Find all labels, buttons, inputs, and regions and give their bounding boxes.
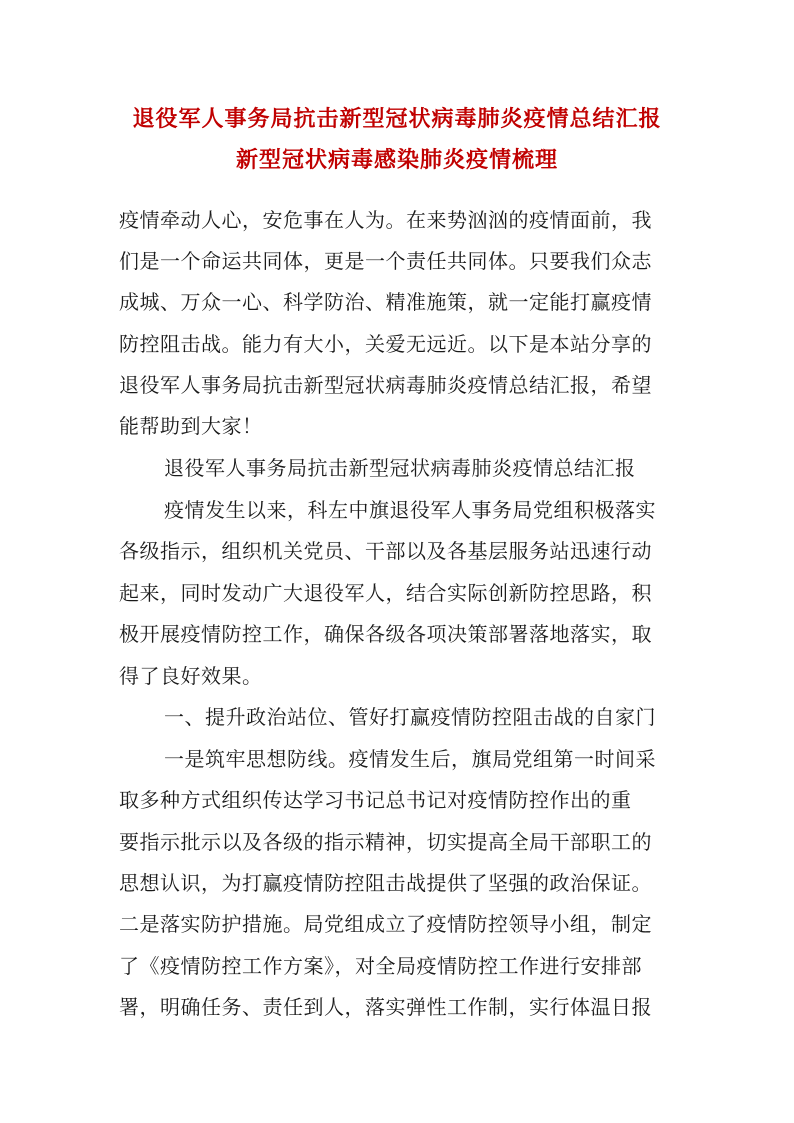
- body-line: 疫情发生以来，科左中旗退役军人事务局党组积极落实: [164, 498, 656, 522]
- body-line: 思想认识，为打赢疫情防控阻击战提供了坚强的政治保证。: [119, 871, 652, 895]
- document-subtitle: 新型冠状病毒感染肺炎疫情梳理: [235, 148, 558, 173]
- document-title: 退役军人事务局抗击新型冠状病毒肺炎疫情总结汇报: [132, 107, 662, 132]
- body-line: 取多种方式组织传达学习书记总书记对疫情防控作出的重: [119, 788, 632, 812]
- body-line: 极开展疫情防控工作，确保各级各项决策部署落地落实，取: [119, 622, 652, 646]
- body-line: 得了良好效果。: [119, 664, 263, 688]
- body-line: 能帮助到大家！: [119, 414, 263, 438]
- body-line: 退役军人事务局抗击新型冠状病毒肺炎疫情总结汇报，希望: [119, 373, 652, 397]
- body-line: 防控阻击战。能力有大小，关爱无远近。以下是本站分享的: [119, 332, 652, 356]
- body-line: 署，明确任务、责任到人，落实弹性工作制，实行体温日报: [119, 995, 652, 1019]
- body-line: 起来，同时发动广大退役军人，结合实际创新防控思路，积: [119, 581, 652, 605]
- body-line: 二是落实防护措施。局党组成立了疫情防控领导小组，制定: [119, 912, 652, 936]
- section-heading: 一、提升政治站位、管好打赢疫情防控阻击战的自家门: [164, 705, 656, 729]
- body-line: 成城、万众一心、科学防治、精准施策，就一定能打赢疫情: [119, 290, 652, 314]
- body-line: 一是筑牢思想防线。疫情发生后，旗局党组第一时间采: [164, 747, 656, 771]
- body-line: 要指示批示以及各级的指示精神，切实提高全局干部职工的: [119, 830, 652, 854]
- section-heading: 退役军人事务局抗击新型冠状病毒肺炎疫情总结汇报: [164, 456, 636, 480]
- body-line: 疫情牵动人心，安危事在人为。在来势汹汹的疫情面前，我: [119, 208, 652, 232]
- body-line: 们是一个命运共同体，更是一个责任共同体。只要我们众志: [119, 249, 652, 273]
- body-line: 了《疫情防控工作方案》，对全局疫情防控工作进行安排部: [119, 954, 642, 978]
- body-line: 各级指示，组织机关党员、干部以及各基层服务站迅速行动: [119, 539, 652, 563]
